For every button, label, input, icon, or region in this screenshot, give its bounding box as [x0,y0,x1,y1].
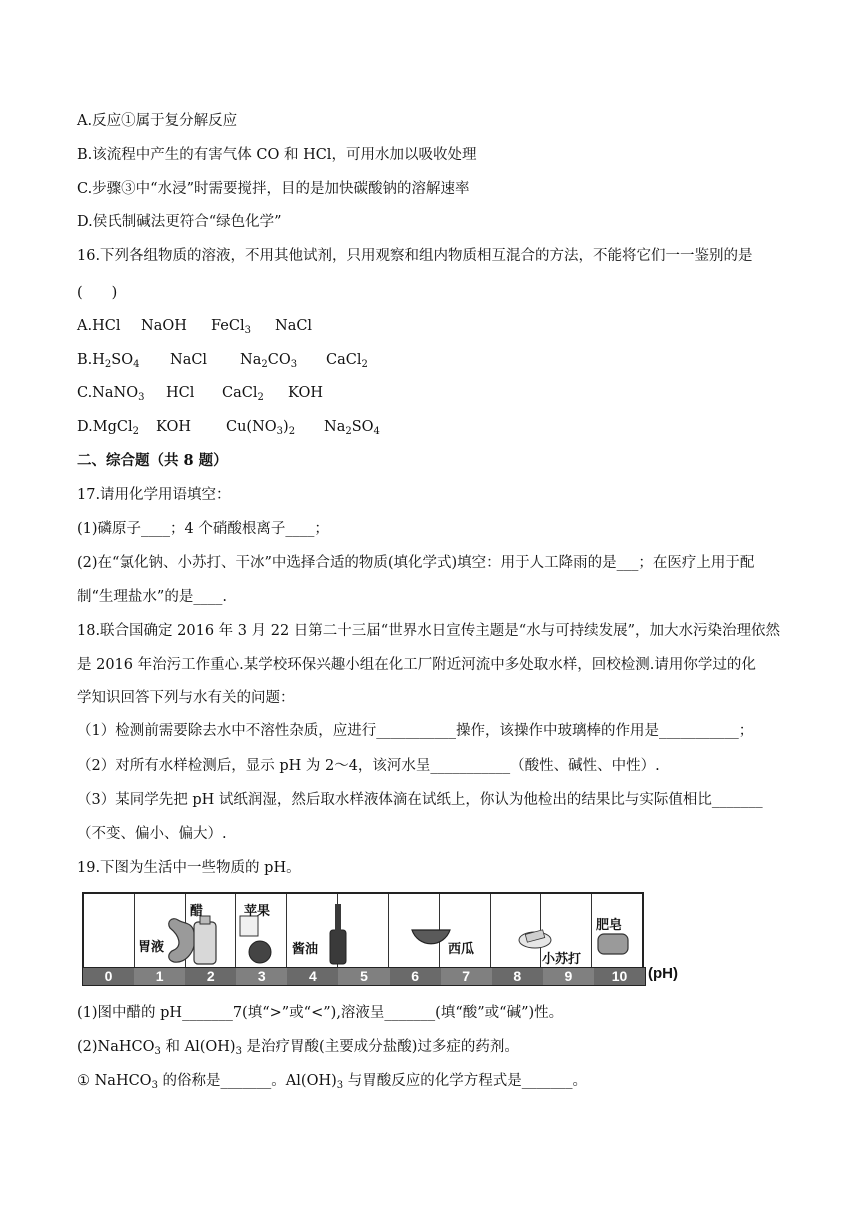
apple-icon [249,941,271,963]
q15-option-c: C.步骤③中“水浸”时需要搅拌，目的是加快碳酸钠的溶解速率 [77,181,470,197]
stomach-icon [169,919,195,962]
ph-tick-0: 0 [83,968,134,985]
ph-tick-5: 5 [360,968,368,984]
ph-tick-3: 3 [257,968,266,984]
ph-tick-4: 4 [287,968,338,985]
apple-juice-icon [240,916,258,936]
q16-option-d: D.MgCl$_2$ KOH $Cu(NO_3)_2$ $Na_2SO_4$ [77,419,380,437]
q18-stem-line2: 是 2016 年治污工作重心.某学校环保兴趣小组在化工厂附近河流中多处取水样，回校检测.请用你学过的化 [77,657,756,673]
label-gastric: 胃液 [138,940,165,955]
q15-option-d: D.侯氏制碱法更符合“绿色化学” [77,214,282,230]
q15-option-a: A.反应①属于复分解反应 [77,113,238,129]
ph-tick-9: 9 [564,968,573,984]
soap-icon [598,934,628,954]
q19-part2-sub1: ① NaHCO$_3$ 的俗称是_______。$Al(OH)_3$ 与胃酸反应的化学方程式是_______。 [77,1073,588,1091]
q17-stem: 17.请用化学用语填空： [77,487,231,503]
label-baking-soda: 小苏打 [542,952,582,967]
watermelon-icon [412,930,450,944]
q19-part1: (1)图中醋的 pH_______7(填“>”或“<”),溶液呈_______(填“酸”或“碱”)性。 [77,1005,564,1021]
q18-part3-line2: （不变、偏小、偏大）. [77,826,227,842]
ph-tick-2: 2 [185,968,236,985]
q18-part3-line1: （3）某同学先把 pH 试纸润湿，然后取水样液体滴在试纸上，你认为他检出的结果比与实际值相比_______ [77,792,763,808]
q15-option-b: B.该流程中产生的有害气体 CO 和 HCl，可用水加以吸收处理 [77,147,477,163]
q16-stem: 16.下列各组物质的溶液，不用其他试剂，只用观察和组内物质相互混合的方法，不能将它们一一鉴别的是 [77,248,753,264]
label-apple: 苹果 [244,904,271,919]
q17-part2-line1: (2)在“氯化钠、小苏打、干冰”中选择合适的物质(填化学式)填空：用于人工降雨的是___；在医疗上用于配 [77,555,755,571]
ph-tick-10: 10 [594,968,645,985]
q16-option-c: C.NaNO$_3$ HCl CaCl$_2$ KOH [77,385,323,403]
vinegar-bottle-icon [194,922,216,964]
q18-part2: （2）对所有水样检测后，显示 pH 为 2～4，该河水呈___________（酸性、碱性、中性）. [77,758,660,774]
label-soap: 肥皂 [596,918,623,933]
q19-part2: (2)NaHCO$_3$ 和 $Al(OH)_3$ 是治疗胃酸(主要成分盐酸)过多症的药剂。 [77,1039,519,1057]
soy-sauce-icon [330,930,346,964]
q17-part2-line2: 制“生理盐水”的是____. [77,589,227,605]
q19-stem: 19.下图为生活中一些物质的 pH。 [77,860,301,876]
label-watermelon: 西瓜 [448,942,475,957]
ph-tick-8: 8 [492,968,543,985]
label-soy: 酱油 [292,942,319,957]
ph-unit-label: (pH) [648,965,678,982]
ph-tick-7: 7 [462,968,471,984]
q18-stem-line3: 学知识回答下列与水有关的问题： [77,690,295,706]
q18-stem-line1: 18.联合国确定 2016 年 3 月 22 日第二十三届“世界水日宣传主题是“水与可持续发展”，加大水污染治理依然 [77,623,781,639]
ph-tick-6: 6 [390,968,441,985]
label-vinegar: 醋 [190,904,204,919]
ph-tick-1: 1 [155,968,164,984]
ph-scale-bar [82,967,646,986]
q16-option-b: $B.H_2SO_4$ NaCl $Na_2CO_3$ CaCl$_2$ [77,352,368,370]
q16-stem-bracket: ( ) [77,285,118,301]
q18-part1: （1）检测前需要除去水中不溶性杂质，应进行___________操作，该操作中玻璃棒的作用是___________； [77,723,754,739]
ph-scale-figure [82,892,678,986]
section-heading: 二、综合题（共 8 题） [77,452,228,469]
q17-part1: (1)磷原子____；4 个硝酸根离子____； [77,521,329,537]
q16-option-a: A.HCl NaOH FeCl$_3$ NaCl [77,318,313,336]
